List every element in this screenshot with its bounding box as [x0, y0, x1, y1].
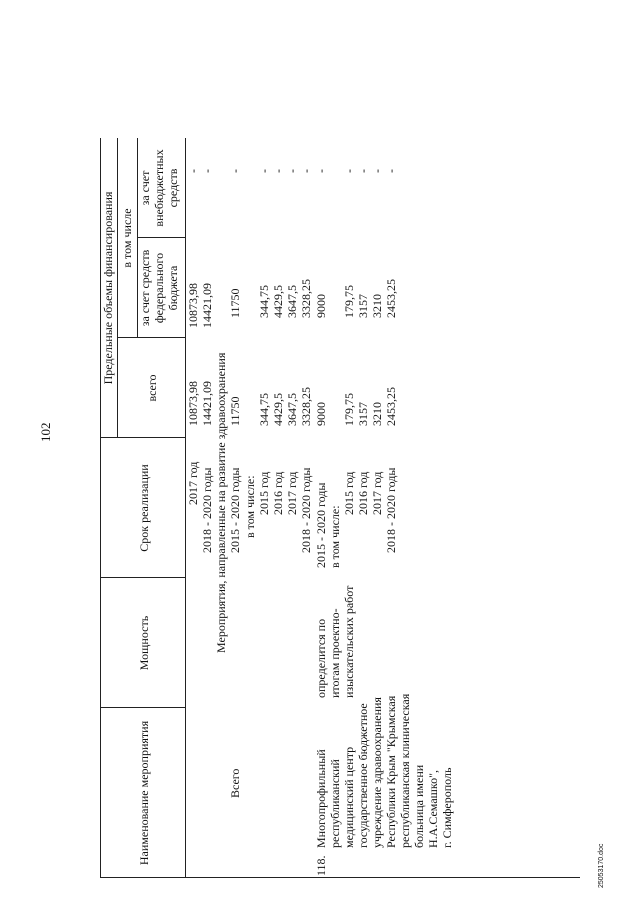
total-cell: 2453,25 [384, 387, 398, 426]
item-name-line: государственное бюджетное [356, 703, 370, 848]
period-cell: 2015 год [342, 471, 356, 515]
extra-cell: - [257, 169, 271, 173]
column-header-incl: в том числе [120, 208, 134, 268]
financing-table [100, 18, 600, 878]
period-cell: 2015 - 2020 годы [314, 482, 328, 568]
extra-cell: - [271, 169, 285, 173]
extra-cell: - [314, 169, 328, 173]
federal-cell: 11750 [228, 288, 242, 318]
page-number: 102 [38, 422, 53, 442]
period-cell: в том числе: [328, 505, 342, 568]
period-cell: 2017 год [285, 471, 299, 515]
item-name-line: Н.А.Семашко", [426, 769, 440, 848]
total-label: Всего [228, 768, 242, 798]
item-name-line: учреждение здравоохранения [370, 697, 384, 848]
total-cell: 10873,98 [186, 381, 200, 426]
column-header-period: Срок реализации [137, 464, 151, 552]
section-title: Мероприятия, направленные на развитие здравоохранения [214, 352, 228, 653]
item-name-line: республиканский [328, 759, 342, 848]
capacity-line: изыскательских работ [342, 585, 356, 698]
item-name-line: Многопрофильный [314, 749, 328, 848]
capacity-line: определится по [314, 618, 328, 698]
extra-cell: - [384, 169, 398, 173]
extra-cell: - [200, 169, 214, 173]
federal-cell: 3328,25 [299, 279, 313, 318]
federal-cell: 3157 [356, 294, 370, 318]
extra-cell: - [356, 169, 370, 173]
period-cell: в том числе: [243, 475, 257, 538]
extra-cell: - [186, 169, 200, 173]
capacity-line: итогам проектно- [328, 608, 342, 698]
period-cell: 2015 год [257, 471, 271, 515]
total-cell: 344,75 [257, 393, 271, 426]
column-header-extra-1: за счет [138, 170, 152, 206]
federal-cell: 10873,98 [186, 283, 200, 328]
period-cell: 2018 - 2020 годы [299, 467, 313, 553]
total-cell: 3210 [370, 402, 384, 426]
extra-cell: - [342, 169, 356, 173]
total-cell: 179,75 [342, 393, 356, 426]
column-header-total: всего [145, 374, 159, 402]
total-cell: 3328,25 [299, 387, 313, 426]
extra-cell: - [228, 169, 242, 173]
item-name-line: республиканская клиническая [398, 693, 412, 848]
total-cell: 14421,09 [200, 381, 214, 426]
header-divider [117, 138, 118, 438]
header-bottom-border [185, 138, 186, 878]
period-cell: 2016 год [356, 471, 370, 515]
federal-cell: 179,75 [342, 285, 356, 318]
total-cell: 11750 [228, 396, 242, 426]
period-cell: 2016 год [271, 471, 285, 515]
column-header-federal-2: федерального [152, 252, 166, 324]
extra-cell: - [370, 169, 384, 173]
federal-cell: 3210 [370, 294, 384, 318]
total-cell: 3157 [356, 402, 370, 426]
column-header-capacity: Мощность [137, 615, 151, 671]
federal-cell: 9000 [314, 294, 328, 318]
item-number: 118. [314, 855, 328, 876]
extra-cell: - [299, 169, 313, 173]
period-cell: 2015 - 2020 годы [228, 467, 242, 553]
federal-cell: 4429,5 [271, 285, 285, 318]
column-header-federal-3: бюджета [166, 265, 180, 311]
item-name-line: медицинский центр [342, 746, 356, 848]
column-header-extra-2: внебюджетных [152, 149, 166, 227]
extra-cell: - [285, 169, 299, 173]
federal-cell: 344,75 [257, 285, 271, 318]
item-name-line: г. Симферополь [440, 767, 454, 848]
column-header-limits: Предельные объемы финансирования [101, 191, 115, 385]
period-cell: 2018 - 2020 годы [200, 467, 214, 553]
item-name-line: Республики Крым "Крымская [384, 695, 398, 848]
column-header-name: Наименование мероприятия [137, 720, 151, 866]
period-cell: 2017 год [186, 461, 200, 505]
total-cell: 3647,5 [285, 393, 299, 426]
column-header-extra-3: средств [166, 168, 180, 208]
column-header-federal-1: за счет средств [138, 249, 152, 327]
federal-cell: 2453,25 [384, 279, 398, 318]
federal-cell: 14421,09 [200, 283, 214, 328]
period-cell: 2018 - 2020 годы [384, 467, 398, 553]
period-cell: 2017 год [370, 471, 384, 515]
total-cell: 4429,5 [271, 393, 285, 426]
table-left-border [100, 877, 580, 878]
document-code: 25053170.doc [598, 843, 605, 888]
federal-cell: 3647,5 [285, 285, 299, 318]
total-cell: 9000 [314, 402, 328, 426]
item-name-line: больница имени [412, 764, 426, 848]
